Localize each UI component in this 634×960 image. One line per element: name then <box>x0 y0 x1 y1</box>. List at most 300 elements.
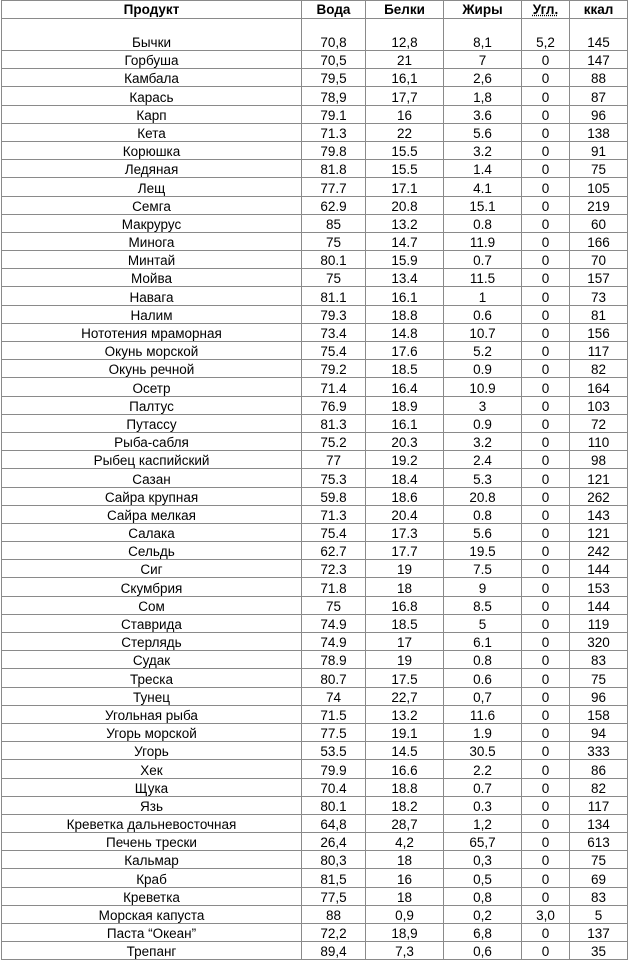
kcal-cell: 72 <box>570 414 628 432</box>
kcal-cell: 156 <box>570 323 628 341</box>
kcal-cell: 320 <box>570 633 628 651</box>
fat-cell: 0,2 <box>444 905 522 923</box>
table-row <box>2 596 628 614</box>
protein-cell: 19 <box>366 560 444 578</box>
product-cell: Стерлядь <box>2 633 302 651</box>
product-cell: Ставрида <box>2 614 302 632</box>
protein-cell: 28,7 <box>366 814 444 832</box>
product-cell: Минтай <box>2 251 302 269</box>
table-row <box>2 51 628 69</box>
protein-cell: 4,2 <box>366 833 444 851</box>
product-cell: Нототения мраморная <box>2 323 302 341</box>
table-row <box>2 814 628 832</box>
protein-cell: 15.5 <box>366 141 444 159</box>
protein-cell: 22 <box>366 123 444 141</box>
kcal-cell: 88 <box>570 69 628 87</box>
product-cell: Сайра крупная <box>2 487 302 505</box>
carbs-cell: 0 <box>522 232 570 250</box>
kcal-cell: 117 <box>570 342 628 360</box>
water-cell: 70,5 <box>302 51 366 69</box>
fat-cell: 1.4 <box>444 160 522 178</box>
kcal-cell: 138 <box>570 123 628 141</box>
product-cell: Угольная рыба <box>2 705 302 723</box>
product-cell: Сазан <box>2 469 302 487</box>
carbs-cell: 0 <box>522 287 570 305</box>
kcal-cell: 164 <box>570 378 628 396</box>
product-cell: Ледяная <box>2 160 302 178</box>
kcal-cell: 98 <box>570 451 628 469</box>
carbs-cell: 0 <box>522 251 570 269</box>
product-cell: Краб <box>2 869 302 887</box>
product-cell: Кальмар <box>2 851 302 869</box>
carbs-cell: 0 <box>522 505 570 523</box>
water-cell: 77.5 <box>302 723 366 741</box>
header-kcal: ккал <box>570 1 628 19</box>
fat-cell: 6,8 <box>444 924 522 942</box>
product-cell: Угорь <box>2 742 302 760</box>
carbs-cell: 0 <box>522 723 570 741</box>
product-cell: Сайра мелкая <box>2 505 302 523</box>
table-row <box>2 905 628 923</box>
water-cell: 71.8 <box>302 578 366 596</box>
water-cell: 71.3 <box>302 505 366 523</box>
kcal-cell: 117 <box>570 796 628 814</box>
fat-cell: 10.7 <box>444 323 522 341</box>
fat-cell: 10.9 <box>444 378 522 396</box>
water-cell: 73.4 <box>302 323 366 341</box>
table-row <box>2 141 628 159</box>
fat-cell: 5 <box>444 614 522 632</box>
fat-cell: 6.1 <box>444 633 522 651</box>
water-cell: 80.7 <box>302 669 366 687</box>
carbs-cell: 0 <box>522 51 570 69</box>
fat-cell: 20.8 <box>444 487 522 505</box>
carbs-cell: 0 <box>522 414 570 432</box>
carbs-cell: 5,2 <box>522 19 570 51</box>
product-cell: Навага <box>2 287 302 305</box>
carbs-cell: 0 <box>522 887 570 905</box>
table-row <box>2 323 628 341</box>
water-cell: 81.8 <box>302 160 366 178</box>
carbs-cell: 0 <box>522 378 570 396</box>
kcal-cell: 105 <box>570 178 628 196</box>
carbs-cell: 0 <box>522 105 570 123</box>
water-cell: 75.2 <box>302 432 366 450</box>
fat-cell: 0.9 <box>444 360 522 378</box>
protein-cell: 18 <box>366 887 444 905</box>
carbs-cell: 0 <box>522 214 570 232</box>
protein-cell: 17.1 <box>366 178 444 196</box>
kcal-cell: 134 <box>570 814 628 832</box>
protein-cell: 18.4 <box>366 469 444 487</box>
product-cell: Креветка <box>2 887 302 905</box>
table-row <box>2 796 628 814</box>
carbs-cell: 0 <box>522 633 570 651</box>
product-cell: Карась <box>2 87 302 105</box>
kcal-cell: 147 <box>570 51 628 69</box>
carbs-cell: 0 <box>522 396 570 414</box>
kcal-cell: 144 <box>570 560 628 578</box>
carbs-cell: 0 <box>522 578 570 596</box>
header-water: Вода <box>302 1 366 19</box>
water-cell: 81,5 <box>302 869 366 887</box>
kcal-cell: 96 <box>570 105 628 123</box>
product-cell: Путассу <box>2 414 302 432</box>
kcal-cell: 153 <box>570 578 628 596</box>
water-cell: 64,8 <box>302 814 366 832</box>
water-cell: 75.4 <box>302 342 366 360</box>
carbs-cell: 0 <box>522 851 570 869</box>
table-row <box>2 305 628 323</box>
table-row <box>2 360 628 378</box>
fat-cell: 0,5 <box>444 869 522 887</box>
protein-cell: 21 <box>366 51 444 69</box>
table-row <box>2 451 628 469</box>
table-row <box>2 214 628 232</box>
kcal-cell: 166 <box>570 232 628 250</box>
table-row <box>2 542 628 560</box>
fat-cell: 1 <box>444 287 522 305</box>
product-cell: Сом <box>2 596 302 614</box>
water-cell: 85 <box>302 214 366 232</box>
water-cell: 53.5 <box>302 742 366 760</box>
protein-cell: 18.9 <box>366 396 444 414</box>
kcal-cell: 242 <box>570 542 628 560</box>
water-cell: 59.8 <box>302 487 366 505</box>
carbs-cell: 0 <box>522 323 570 341</box>
water-cell: 74.9 <box>302 633 366 651</box>
kcal-cell: 333 <box>570 742 628 760</box>
table-row <box>2 196 628 214</box>
carbs-cell: 0 <box>522 705 570 723</box>
product-cell: Треска <box>2 669 302 687</box>
table-row <box>2 69 628 87</box>
fat-cell: 0.8 <box>444 651 522 669</box>
protein-cell: 18 <box>366 851 444 869</box>
table-row <box>2 342 628 360</box>
product-cell: Скумбрия <box>2 578 302 596</box>
carbs-cell: 0 <box>522 760 570 778</box>
product-cell: Кета <box>2 123 302 141</box>
fat-cell: 5.6 <box>444 123 522 141</box>
kcal-cell: 157 <box>570 269 628 287</box>
protein-cell: 17.3 <box>366 523 444 541</box>
fat-cell: 2.4 <box>444 451 522 469</box>
carbs-cell: 0 <box>522 469 570 487</box>
water-cell: 88 <box>302 905 366 923</box>
table-row <box>2 723 628 741</box>
protein-cell: 18.6 <box>366 487 444 505</box>
table-row <box>2 760 628 778</box>
product-cell: Рыбец каспийский <box>2 451 302 469</box>
protein-cell: 18.8 <box>366 778 444 796</box>
kcal-cell: 69 <box>570 869 628 887</box>
water-cell: 71.3 <box>302 123 366 141</box>
protein-cell: 16.1 <box>366 287 444 305</box>
table-row <box>2 523 628 541</box>
kcal-cell: 60 <box>570 214 628 232</box>
protein-cell: 19.1 <box>366 723 444 741</box>
fat-cell: 15.1 <box>444 196 522 214</box>
table-row <box>2 851 628 869</box>
kcal-cell: 121 <box>570 523 628 541</box>
table-row <box>2 105 628 123</box>
protein-cell: 15.5 <box>366 160 444 178</box>
carbs-cell: 0 <box>522 669 570 687</box>
fat-cell: 7 <box>444 51 522 69</box>
fat-cell: 65,7 <box>444 833 522 851</box>
kcal-cell: 158 <box>570 705 628 723</box>
kcal-cell: 82 <box>570 360 628 378</box>
water-cell: 76.9 <box>302 396 366 414</box>
fat-cell: 4.1 <box>444 178 522 196</box>
product-cell: Судак <box>2 651 302 669</box>
table-row <box>2 942 628 960</box>
table-row <box>2 396 628 414</box>
water-cell: 79.2 <box>302 360 366 378</box>
carbs-cell: 0 <box>522 432 570 450</box>
table-row <box>2 19 628 51</box>
product-cell: Креветка дальневосточная <box>2 814 302 832</box>
table-row <box>2 560 628 578</box>
protein-cell: 17.5 <box>366 669 444 687</box>
carbs-cell: 0 <box>522 614 570 632</box>
carbs-cell: 0 <box>522 196 570 214</box>
carbs-cell: 0 <box>522 123 570 141</box>
table-row <box>2 178 628 196</box>
table-row <box>2 469 628 487</box>
carbs-cell: 0 <box>522 560 570 578</box>
product-cell: Печень трески <box>2 833 302 851</box>
fat-cell: 19.5 <box>444 542 522 560</box>
kcal-cell: 81 <box>570 305 628 323</box>
fat-cell: 11.6 <box>444 705 522 723</box>
carbs-cell: 0 <box>522 742 570 760</box>
kcal-cell: 144 <box>570 596 628 614</box>
water-cell: 71.4 <box>302 378 366 396</box>
protein-cell: 16.8 <box>366 596 444 614</box>
water-cell: 79.3 <box>302 305 366 323</box>
carbs-cell: 0 <box>522 451 570 469</box>
product-cell: Сиг <box>2 560 302 578</box>
fat-cell: 0,7 <box>444 687 522 705</box>
kcal-cell: 110 <box>570 432 628 450</box>
protein-cell: 14.8 <box>366 323 444 341</box>
table-row <box>2 505 628 523</box>
protein-cell: 19 <box>366 651 444 669</box>
fat-cell: 2.2 <box>444 760 522 778</box>
water-cell: 81.3 <box>302 414 366 432</box>
carbs-cell: 0 <box>522 87 570 105</box>
water-cell: 75 <box>302 596 366 614</box>
table-row <box>2 160 628 178</box>
protein-cell: 16.4 <box>366 378 444 396</box>
kcal-cell: 75 <box>570 160 628 178</box>
protein-cell: 16.1 <box>366 414 444 432</box>
kcal-cell: 145 <box>570 19 628 51</box>
kcal-cell: 121 <box>570 469 628 487</box>
carbs-cell: 0 <box>522 542 570 560</box>
protein-cell: 7,3 <box>366 942 444 960</box>
water-cell: 62.7 <box>302 542 366 560</box>
water-cell: 79.1 <box>302 105 366 123</box>
carbs-cell: 0 <box>522 596 570 614</box>
fat-cell: 0.7 <box>444 778 522 796</box>
header-product: Продукт <box>2 1 302 19</box>
kcal-cell: 83 <box>570 651 628 669</box>
table-row <box>2 687 628 705</box>
kcal-cell: 613 <box>570 833 628 851</box>
table-row <box>2 378 628 396</box>
product-cell: Рыба-сабля <box>2 432 302 450</box>
protein-cell: 20.3 <box>366 432 444 450</box>
kcal-cell: 82 <box>570 778 628 796</box>
table-row <box>2 578 628 596</box>
kcal-cell: 5 <box>570 905 628 923</box>
water-cell: 78,9 <box>302 87 366 105</box>
table-row <box>2 614 628 632</box>
water-cell: 79.9 <box>302 760 366 778</box>
product-cell: Окунь речной <box>2 360 302 378</box>
water-cell: 79,5 <box>302 69 366 87</box>
protein-cell: 20.8 <box>366 196 444 214</box>
water-cell: 89,4 <box>302 942 366 960</box>
table-row <box>2 633 628 651</box>
protein-cell: 19.2 <box>366 451 444 469</box>
product-cell: Камбала <box>2 69 302 87</box>
table-row <box>2 669 628 687</box>
fat-cell: 0.3 <box>444 796 522 814</box>
water-cell: 75.3 <box>302 469 366 487</box>
protein-cell: 14.5 <box>366 742 444 760</box>
kcal-cell: 91 <box>570 141 628 159</box>
protein-cell: 13.2 <box>366 214 444 232</box>
water-cell: 70,8 <box>302 19 366 51</box>
water-cell: 80,3 <box>302 851 366 869</box>
carbs-cell: 0 <box>522 869 570 887</box>
protein-cell: 18 <box>366 578 444 596</box>
kcal-cell: 35 <box>570 942 628 960</box>
carbs-cell: 0 <box>522 69 570 87</box>
protein-cell: 18.5 <box>366 614 444 632</box>
water-cell: 75 <box>302 232 366 250</box>
product-cell: Язь <box>2 796 302 814</box>
table-row <box>2 487 628 505</box>
product-cell: Налим <box>2 305 302 323</box>
product-cell: Минога <box>2 232 302 250</box>
protein-cell: 0,9 <box>366 905 444 923</box>
product-cell: Осетр <box>2 378 302 396</box>
carbs-cell: 3,0 <box>522 905 570 923</box>
kcal-cell: 219 <box>570 196 628 214</box>
water-cell: 77,5 <box>302 887 366 905</box>
kcal-cell: 96 <box>570 687 628 705</box>
fat-cell: 0.7 <box>444 251 522 269</box>
fat-cell: 9 <box>444 578 522 596</box>
carbs-cell: 0 <box>522 924 570 942</box>
product-cell: Лещ <box>2 178 302 196</box>
carbs-cell: 0 <box>522 778 570 796</box>
carbs-cell: 0 <box>522 942 570 960</box>
table-row <box>2 287 628 305</box>
product-cell: Семга <box>2 196 302 214</box>
product-cell: Морская капуста <box>2 905 302 923</box>
carbs-cell: 0 <box>522 814 570 832</box>
header-fat: Жиры <box>444 1 522 19</box>
fat-cell: 3.2 <box>444 141 522 159</box>
protein-cell: 12,8 <box>366 19 444 51</box>
fat-cell: 5.2 <box>444 342 522 360</box>
product-cell: Угорь морской <box>2 723 302 741</box>
table-row <box>2 414 628 432</box>
protein-cell: 22,7 <box>366 687 444 705</box>
table-row <box>2 742 628 760</box>
kcal-cell: 75 <box>570 669 628 687</box>
header-protein: Белки <box>366 1 444 19</box>
header-carbs: Угл. <box>522 1 570 19</box>
carbs-cell: 0 <box>522 141 570 159</box>
protein-cell: 13.2 <box>366 705 444 723</box>
table-row <box>2 269 628 287</box>
carbs-cell: 0 <box>522 796 570 814</box>
protein-cell: 20.4 <box>366 505 444 523</box>
water-cell: 78.9 <box>302 651 366 669</box>
product-cell: Макрурус <box>2 214 302 232</box>
kcal-cell: 75 <box>570 851 628 869</box>
water-cell: 62.9 <box>302 196 366 214</box>
table-row <box>2 833 628 851</box>
table-row <box>2 432 628 450</box>
table-row <box>2 778 628 796</box>
product-cell: Мойва <box>2 269 302 287</box>
table-body <box>2 19 628 960</box>
fat-cell: 7.5 <box>444 560 522 578</box>
header-row <box>2 1 628 19</box>
carbs-cell: 0 <box>522 523 570 541</box>
protein-cell: 16.6 <box>366 760 444 778</box>
table-row <box>2 123 628 141</box>
carbs-cell: 0 <box>522 833 570 851</box>
fat-cell: 30.5 <box>444 742 522 760</box>
table-row <box>2 651 628 669</box>
water-cell: 26,4 <box>302 833 366 851</box>
water-cell: 71.5 <box>302 705 366 723</box>
protein-cell: 16 <box>366 105 444 123</box>
table-row <box>2 251 628 269</box>
table-row <box>2 232 628 250</box>
fat-cell: 0,3 <box>444 851 522 869</box>
kcal-cell: 73 <box>570 287 628 305</box>
kcal-cell: 262 <box>570 487 628 505</box>
water-cell: 79.8 <box>302 141 366 159</box>
fat-cell: 0.8 <box>444 214 522 232</box>
protein-cell: 17.7 <box>366 542 444 560</box>
fat-cell: 3.2 <box>444 432 522 450</box>
protein-cell: 16,1 <box>366 69 444 87</box>
fat-cell: 3 <box>444 396 522 414</box>
product-cell: Палтус <box>2 396 302 414</box>
kcal-cell: 83 <box>570 887 628 905</box>
carbs-cell: 0 <box>522 178 570 196</box>
fat-cell: 0,8 <box>444 887 522 905</box>
fat-cell: 0.8 <box>444 505 522 523</box>
water-cell: 80.1 <box>302 796 366 814</box>
water-cell: 72,2 <box>302 924 366 942</box>
water-cell: 72.3 <box>302 560 366 578</box>
carbs-cell: 0 <box>522 160 570 178</box>
fat-cell: 3.6 <box>444 105 522 123</box>
water-cell: 80.1 <box>302 251 366 269</box>
